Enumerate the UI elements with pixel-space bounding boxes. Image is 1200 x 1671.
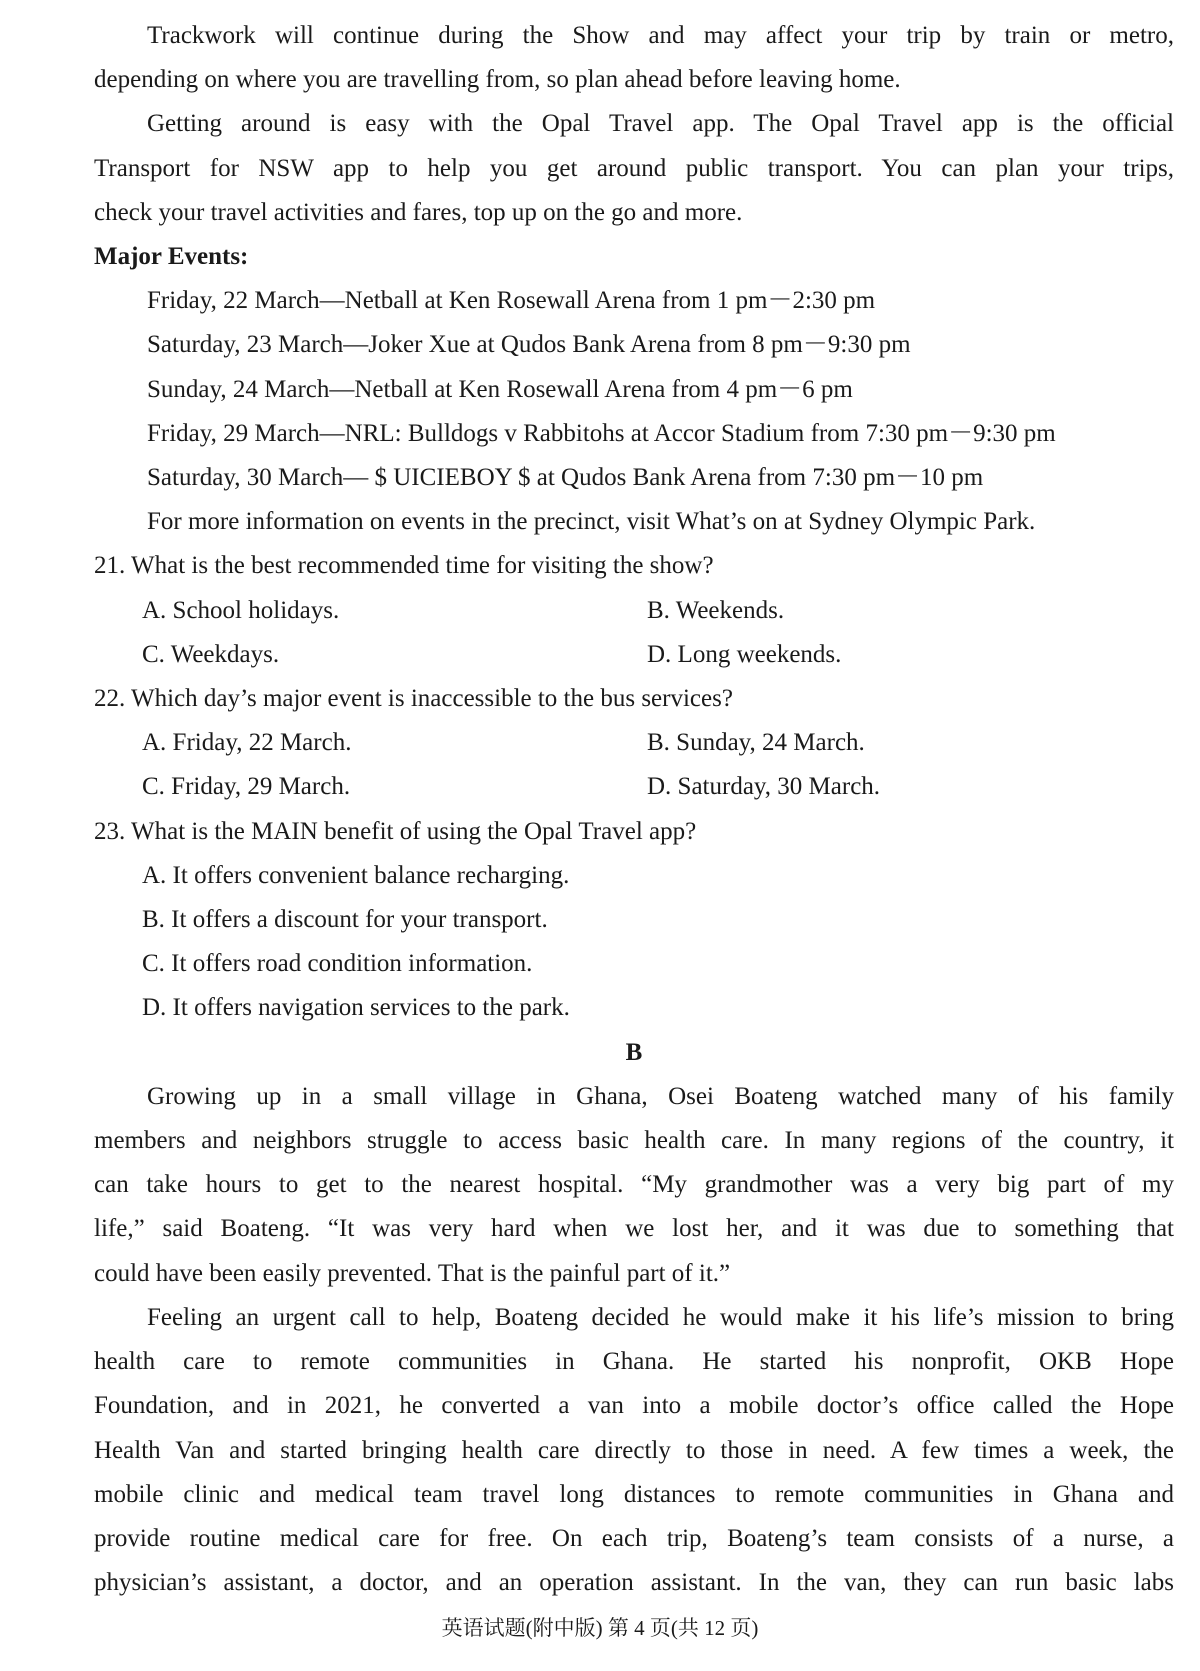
page-footer: 英语试题(附中版) 第 4 页(共 12 页): [441, 1616, 759, 1640]
boateng-para1-line: life,” said Boateng. “It was very hard when we lost her, and it was due to something that: [94, 1215, 1174, 1243]
question-21-options-row-2: [94, 633, 1174, 677]
option-c: C. Friday, 29 March.: [142, 773, 351, 801]
option-b: B. It offers a discount for your transport.: [142, 906, 548, 934]
option-a: A. Friday, 22 March.: [142, 729, 352, 757]
boateng-para2-line: physician’s assistant, a doctor, and an operation assistant. In the van, they can run basic labs: [94, 1569, 1174, 1597]
boateng-para1-line: could have been easily prevented. That is the painful part of it.”: [94, 1259, 731, 1287]
boateng-para2-line: Health Van and started bringing health care directly to those in need. A few times a week, the: [94, 1436, 1174, 1464]
question-22-stem: 22. Which day’s major event is inaccessible to the bus services?: [94, 685, 733, 713]
boateng-para1-line: Growing up in a small village in Ghana, Osei Boateng watched many of his family: [147, 1082, 1174, 1110]
option-d: D. Long weekends.: [647, 640, 842, 668]
trackwork-line-1: Trackwork will continue during the Show and may affect your trip by train or metro,: [147, 22, 1174, 49]
section-b-label: B: [625, 1038, 643, 1066]
question-21-options-row-1: [94, 589, 1174, 633]
boateng-para1-line: can take hours to get to the nearest hospital. “My grandmother was a very big part of my: [94, 1171, 1174, 1199]
question-23-stem: 23. What is the MAIN benefit of using the Opal Travel app?: [94, 817, 697, 845]
boateng-para1-line: members and neighbors struggle to access basic health care. In many regions of the country, it: [94, 1127, 1174, 1155]
more-info-line: For more information on events in the precinct, visit What’s on at Sydney Olympic Park.: [147, 508, 1036, 536]
trackwork-line-2: depending on where you are travelling from, so plan ahead before leaving home.: [94, 66, 901, 94]
question-21-stem: 21. What is the best recommended time for visiting the show?: [94, 552, 714, 580]
boateng-para2-line: mobile clinic and medical team travel long distances to remote communities in Ghana and: [94, 1480, 1174, 1508]
document-page: [94, 14, 1174, 1605]
question-22-options-row-2: [94, 765, 1174, 809]
event-item: Saturday, 30 March— $ UICIEBOY $ at Qudos Bank Arena from 7:30 pm－10 pm: [147, 464, 984, 492]
major-events-heading: Major Events:: [94, 243, 249, 271]
option-b: B. Weekends.: [647, 596, 785, 624]
event-item: Friday, 22 March—Netball at Ken Rosewall Arena from 1 pm－2:30 pm: [147, 287, 876, 315]
boateng-para2-line: provide routine medical care for free. On each trip, Boateng’s team consists of a nurse, a: [94, 1524, 1174, 1552]
question-22-options-row-1: [94, 721, 1174, 765]
event-item: Friday, 29 March—NRL: Bulldogs v Rabbitohs at Accor Stadium from 7:30 pm－9:30 pm: [147, 419, 1056, 447]
event-item: Sunday, 24 March—Netball at Ken Rosewall Arena from 4 pm－6 pm: [147, 375, 853, 403]
opal-app-line-1: Getting around is easy with the Opal Travel app. The Opal Travel app is the official: [147, 110, 1174, 138]
option-d: D. Saturday, 30 March.: [647, 773, 881, 801]
option-b: B. Sunday, 24 March.: [647, 729, 865, 757]
option-a: A. It offers convenient balance recharging.: [142, 861, 570, 889]
option-c: C. Weekdays.: [142, 640, 280, 668]
opal-app-line-3: check your travel activities and fares, top up on the go and more.: [94, 198, 743, 226]
option-a: A. School holidays.: [142, 596, 340, 624]
event-item: Saturday, 23 March—Joker Xue at Qudos Bank Arena from 8 pm－9:30 pm: [147, 331, 911, 359]
boateng-para2-line: Foundation, and in 2021, he converted a van into a mobile doctor’s office called the Hope: [94, 1392, 1174, 1420]
boateng-para2-line: Feeling an urgent call to help, Boateng decided he would make it his life’s mission to bring: [147, 1303, 1174, 1331]
option-c: C. It offers road condition information.: [142, 950, 533, 978]
boateng-para2-line: health care to remote communities in Ghana. He started his nonprofit, OKB Hope: [94, 1348, 1174, 1376]
opal-app-line-2: Transport for NSW app to help you get around public transport. You can plan your trips,: [94, 154, 1174, 182]
option-d: D. It offers navigation services to the park.: [142, 994, 570, 1022]
